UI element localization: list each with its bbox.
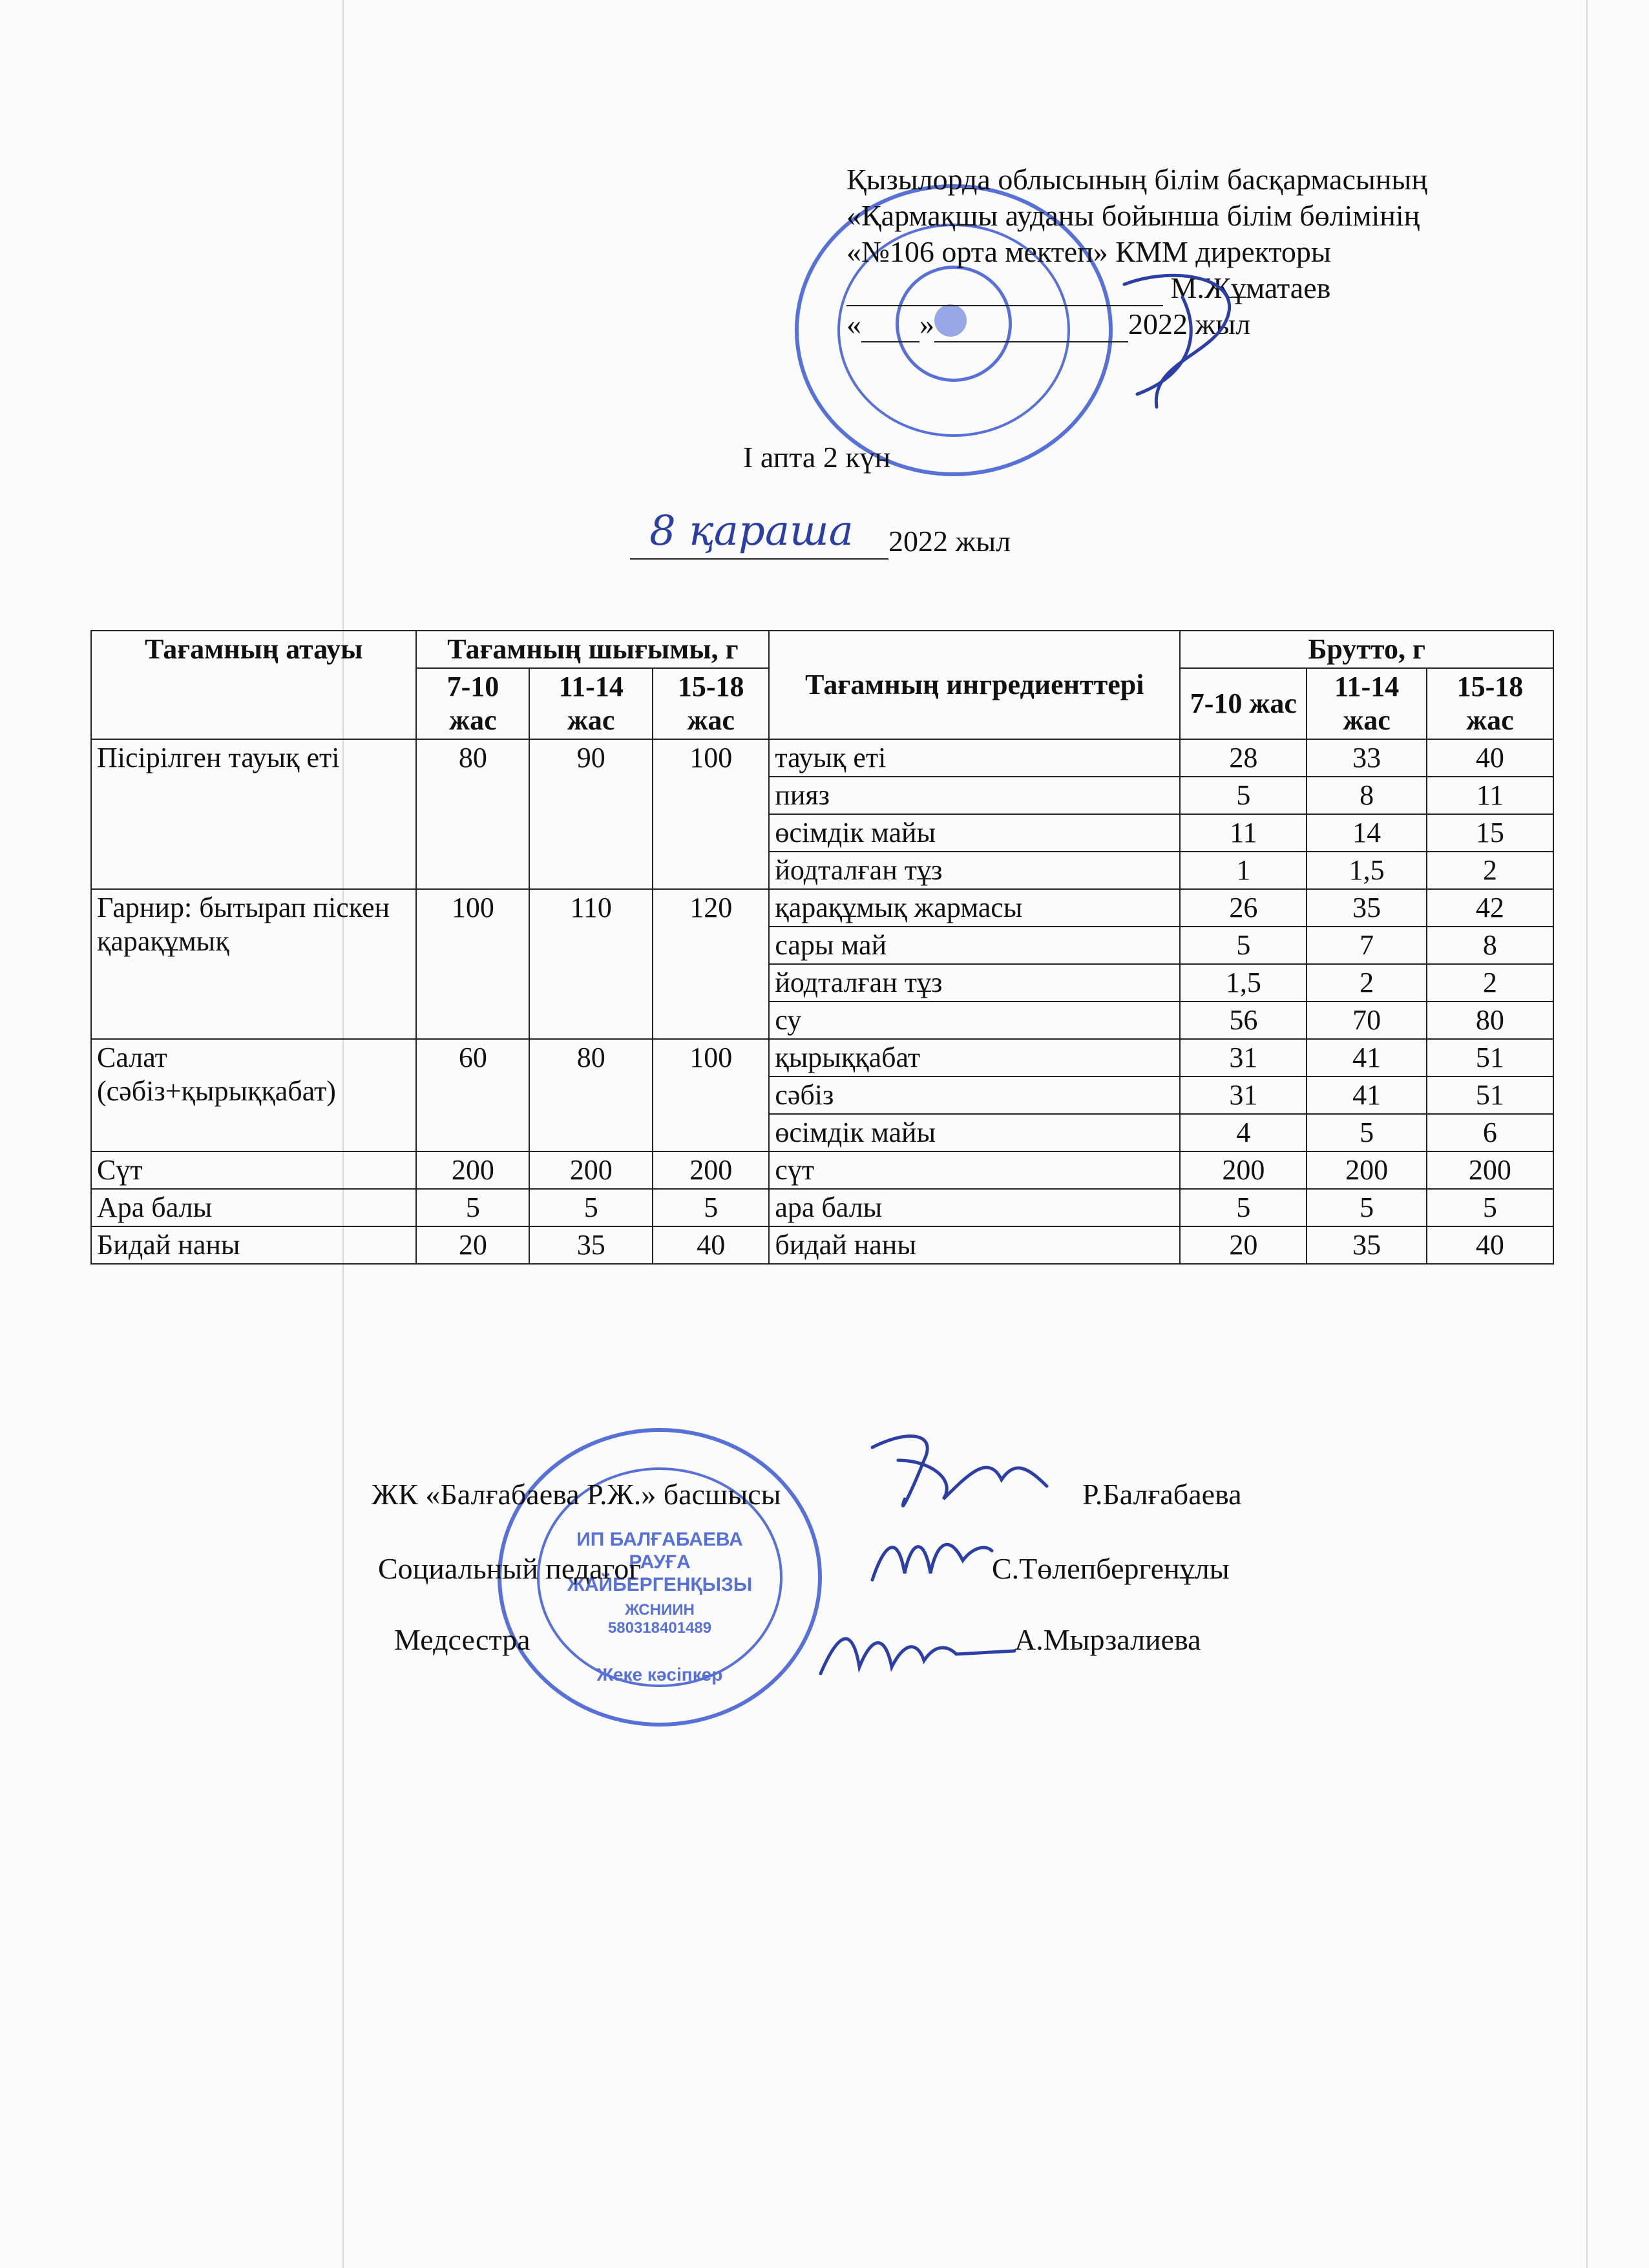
dish-yield: 100 [653, 1039, 769, 1151]
ingredient-brutto: 41 [1307, 1039, 1426, 1076]
ingredient-name: йодталған тұз [769, 852, 1180, 889]
approval-line-1: Қызылорда облысының білім басқармасының [846, 163, 1427, 196]
ingredient-brutto: 41 [1307, 1076, 1426, 1114]
signature-role-social: Социальный педагог [378, 1552, 642, 1585]
ingredient-name: өсімдік майы [769, 1114, 1180, 1151]
menu-table-body [91, 739, 1553, 1264]
header-brutto-age-7-10: 7-10 жас [1180, 668, 1307, 739]
ingredient-brutto: 51 [1427, 1039, 1553, 1076]
dish-yield: 40 [653, 1226, 769, 1264]
ingredient-name: қарақұмық жармасы [769, 889, 1180, 927]
approval-line-3: «№106 орта мектеп» КММ директоры [846, 235, 1331, 268]
ingredient-brutto: 200 [1427, 1151, 1553, 1189]
ingredient-name: сәбіз [769, 1076, 1180, 1114]
dish-name: Гарнир: бытырап піскен қарақұмық [91, 889, 416, 1039]
approval-year: 2022 жыл [1128, 308, 1251, 341]
table-row [91, 739, 1553, 777]
ingredient-brutto: 4 [1180, 1114, 1307, 1151]
dish-yield: 200 [653, 1151, 769, 1189]
ingredient-brutto: 6 [1427, 1114, 1553, 1151]
table-row [91, 1226, 1553, 1264]
day-blank [861, 311, 919, 342]
header-yield: Тағамның шығымы, г [416, 631, 769, 668]
ingredient-name: йодталған тұз [769, 964, 1180, 1002]
week-day-heading: І апта 2 күн [743, 441, 891, 474]
dish-name: Ара балы [91, 1189, 416, 1226]
ingredient-brutto: 80 [1427, 1002, 1553, 1039]
signature-name-social: С.Төлепбергенұлы [992, 1552, 1230, 1585]
nurse-signature [814, 1615, 1021, 1686]
header-ingredients: Тағамның ингредиенттері [769, 631, 1180, 739]
header-brutto-age-11-14: 11-14 жас [1307, 668, 1426, 739]
ingredient-brutto: 11 [1427, 777, 1553, 814]
ip-stamp-line-1: ИП БАЛҒАБАЕВА [576, 1529, 743, 1550]
handwritten-date: 8 қараша [649, 507, 854, 555]
ingredient-brutto: 1 [1180, 852, 1307, 889]
ingredient-brutto: 2 [1427, 964, 1553, 1002]
ingredient-brutto: 8 [1307, 777, 1426, 814]
ingredient-brutto: 31 [1180, 1076, 1307, 1114]
ingredient-brutto: 28 [1180, 739, 1307, 777]
ingredient-brutto: 15 [1427, 814, 1553, 852]
ingredient-brutto: 31 [1180, 1039, 1307, 1076]
table-row [91, 1039, 1553, 1076]
ingredient-brutto: 51 [1427, 1076, 1553, 1114]
dish-yield: 200 [529, 1151, 653, 1189]
dish-yield: 100 [416, 889, 529, 1039]
dish-yield: 5 [653, 1189, 769, 1226]
ingredient-brutto: 5 [1307, 1189, 1426, 1226]
ingredient-name: өсімдік майы [769, 814, 1180, 852]
ingredient-brutto: 5 [1180, 777, 1307, 814]
header-brutto: Брутто, г [1180, 631, 1553, 668]
ingredient-name: қырыққабат [769, 1039, 1180, 1076]
ingredient-brutto: 5 [1427, 1189, 1553, 1226]
dish-name: Салат (сәбіз+қырыққабат) [91, 1039, 416, 1151]
dish-yield: 60 [416, 1039, 529, 1151]
ingredient-brutto: 26 [1180, 889, 1307, 927]
table-row [91, 1189, 1553, 1226]
ingredient-brutto: 7 [1307, 927, 1426, 964]
social-pedagogue-signature [866, 1522, 995, 1593]
date-quote-close: » [919, 308, 934, 341]
dish-yield: 5 [416, 1189, 529, 1226]
ip-stamp-bottom: Жеке кәсіпкер [596, 1664, 723, 1685]
dish-name: Пісірілген тауық еті [91, 739, 416, 889]
ingredient-brutto: 1,5 [1180, 964, 1307, 1002]
ingredient-name: бидай наны [769, 1226, 1180, 1264]
table-row [91, 1151, 1553, 1189]
dish-name: Бидай наны [91, 1226, 416, 1264]
signature-role-head: ЖК «Балғабаева Р.Ж.» басшысы [372, 1478, 781, 1511]
ingredient-brutto: 14 [1307, 814, 1426, 852]
ingredient-brutto: 33 [1307, 739, 1426, 777]
ingredient-brutto: 1,5 [1307, 852, 1426, 889]
dish-yield: 20 [416, 1226, 529, 1264]
approval-signer: М.Жұматаев [1170, 271, 1331, 304]
dish-yield: 200 [416, 1151, 529, 1189]
dish-name: Сүт [91, 1151, 416, 1189]
signature-name-head: Р.Балғабаева [1082, 1478, 1242, 1511]
header-brutto-age-15-18: 15-18 жас [1427, 668, 1553, 739]
date-quote-open: « [846, 308, 861, 341]
header-dish: Тағамның атауы [91, 631, 416, 739]
ingredient-brutto: 42 [1427, 889, 1553, 927]
dish-yield: 90 [529, 739, 653, 889]
ingredient-brutto: 40 [1427, 739, 1553, 777]
ingredient-brutto: 70 [1307, 1002, 1426, 1039]
ip-stamp-line-4: ЖСНИИН [625, 1601, 695, 1619]
signature-role-nurse: Медсестра [394, 1623, 530, 1656]
ingredient-brutto: 5 [1180, 1189, 1307, 1226]
ingredient-brutto: 35 [1307, 1226, 1426, 1264]
header-yield-age-11-14: 11-14 жас [529, 668, 653, 739]
ingredient-name: ара балы [769, 1189, 1180, 1226]
dish-yield: 100 [653, 739, 769, 889]
date-blank [630, 507, 888, 560]
ingredient-brutto: 5 [1180, 927, 1307, 964]
ingredient-brutto: 40 [1427, 1226, 1553, 1264]
ingredient-brutto: 200 [1180, 1151, 1307, 1189]
dish-yield: 5 [529, 1189, 653, 1226]
scan-edge-right [1586, 0, 1588, 2268]
ingredient-brutto: 8 [1427, 927, 1553, 964]
table-row [91, 889, 1553, 927]
signature-name-nurse: А.Мырзалиева [1014, 1623, 1201, 1656]
ingredient-brutto: 2 [1307, 964, 1426, 1002]
ip-stamp-line-3: ЖАЙБЕРГЕНҚЫЗЫ [567, 1574, 753, 1595]
ingredient-brutto: 11 [1180, 814, 1307, 852]
ingredient-brutto: 200 [1307, 1151, 1426, 1189]
ingredient-brutto: 20 [1180, 1226, 1307, 1264]
ingredient-name: сары май [769, 927, 1180, 964]
dish-yield: 110 [529, 889, 653, 1039]
ingredient-name: тауық еті [769, 739, 1180, 777]
head-signature [859, 1422, 1066, 1525]
dish-yield: 120 [653, 889, 769, 1039]
ingredient-brutto: 35 [1307, 889, 1426, 927]
ingredient-brutto: 56 [1180, 1002, 1307, 1039]
ingredient-name: пияз [769, 777, 1180, 814]
menu-date [630, 507, 1011, 560]
ingredient-brutto: 2 [1427, 852, 1553, 889]
ingredient-name: сүт [769, 1151, 1180, 1189]
dish-yield: 80 [529, 1039, 653, 1151]
ingredient-brutto: 5 [1307, 1114, 1426, 1151]
header-yield-age-7-10: 7-10 жас [416, 668, 529, 739]
dish-yield: 35 [529, 1226, 653, 1264]
dish-yield: 80 [416, 739, 529, 889]
approval-line-2: «Қармақшы ауданы бойынша білім бөлімінің [846, 199, 1420, 232]
ingredient-name: су [769, 1002, 1180, 1039]
ip-stamp-line-2: РАУҒА [629, 1551, 691, 1573]
menu-table [90, 630, 1554, 1265]
director-signature [1098, 258, 1266, 426]
ip-stamp-line-5: 580318401489 [607, 1619, 712, 1637]
header-yield-age-15-18: 15-18 жас [653, 668, 769, 739]
menu-year: 2022 жыл [888, 525, 1011, 558]
